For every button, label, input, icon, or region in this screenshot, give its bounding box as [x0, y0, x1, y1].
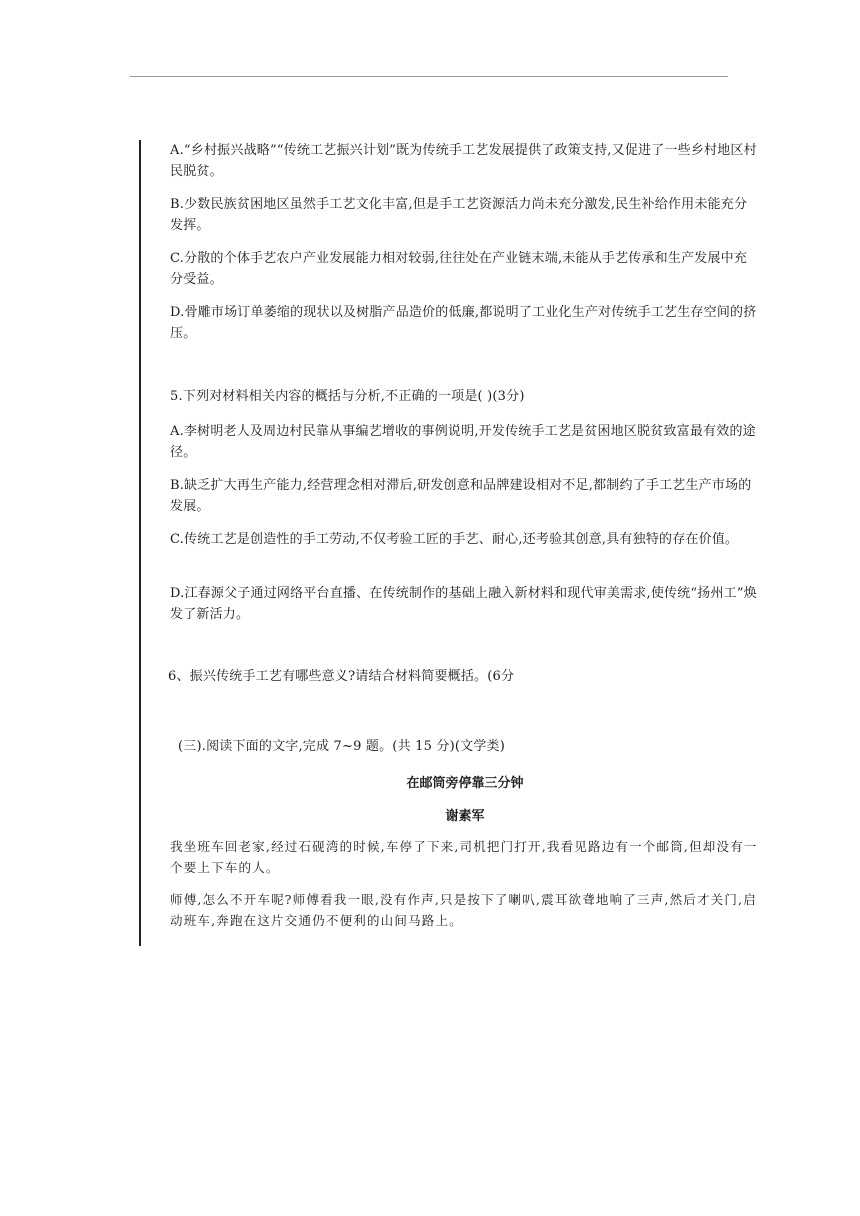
section-3-heading: (三).阅读下面的文字,完成 7~9 题。(共 15 分)(文学类) — [178, 739, 506, 754]
q5-option-c: C.传统工艺是创造性的手工劳动,不仅考验工匠的手艺、耐心,还考验其创意,具有独特的存在价值。 — [170, 532, 739, 547]
story-title: 在邮筒旁停靠三分钟 — [406, 776, 524, 791]
q6-question: 6、振兴传统手工艺有哪些意义?请结合材料简要概括。(6分 — [168, 669, 515, 684]
q5-option-d: D.江春源父子通过网络平台直播、在传统制作的基础上融入新材料和现代审美需求,使传统“扬州工”焕发了新活力。 — [170, 586, 757, 622]
story-author: 谢素军 — [445, 809, 485, 824]
q5-option-b: B.缺乏扩大再生产能力,经营理念相对滞后,研发创意和品牌建设相对不足,都制约了手工艺生产市场的发展。 — [170, 478, 752, 514]
story-paragraph: 我坐班车回老家,经过石砚湾的时候,车停了下来,司机把门打开,我看见路边有一个邮筒,但却没有一个要上下车的人。 — [170, 839, 758, 875]
q5-stem: 5.下列对材料相关内容的概括与分析,不正确的一项是( )(3分) — [170, 389, 525, 404]
q4-option-d: D.骨雕市场订单萎缩的现状以及树脂产品造价的低廉,都说明了工业化生产对传统手工艺生存空间的挤压。 — [170, 305, 757, 341]
q4-option-b: B.少数民族贫困地区虽然手工艺文化丰富,但是手工艺资源活力尚未充分激发,民生补给作用未能充分发挥。 — [170, 197, 748, 233]
top-rule — [130, 76, 728, 77]
q5-option-a: A.李树明老人及周边村民靠从事编艺增收的事例说明,开发传统手工艺是贫困地区脱贫致富最有效的途径。 — [170, 424, 756, 460]
q4-option-a: A.“乡村振兴战略”“传统工艺振兴计划”既为传统手工艺发展提供了政策支持,又促进了一些乡村地区村民脱贫。 — [170, 143, 757, 179]
margin-bar — [139, 140, 141, 946]
q4-option-c: C.分散的个体手艺农户产业发展能力相对较弱,往往处在产业链末端,未能从手艺传承和生产发展中充分受益。 — [170, 251, 748, 287]
story-paragraph: 师傅,怎么不开车呢?师傅看我一眼,没有作声,只是按下了喇叭,震耳欲聋地响了三声,然后才关门,启动班车,奔跑在这片交通仍不便利的山间马路上。 — [170, 892, 757, 928]
